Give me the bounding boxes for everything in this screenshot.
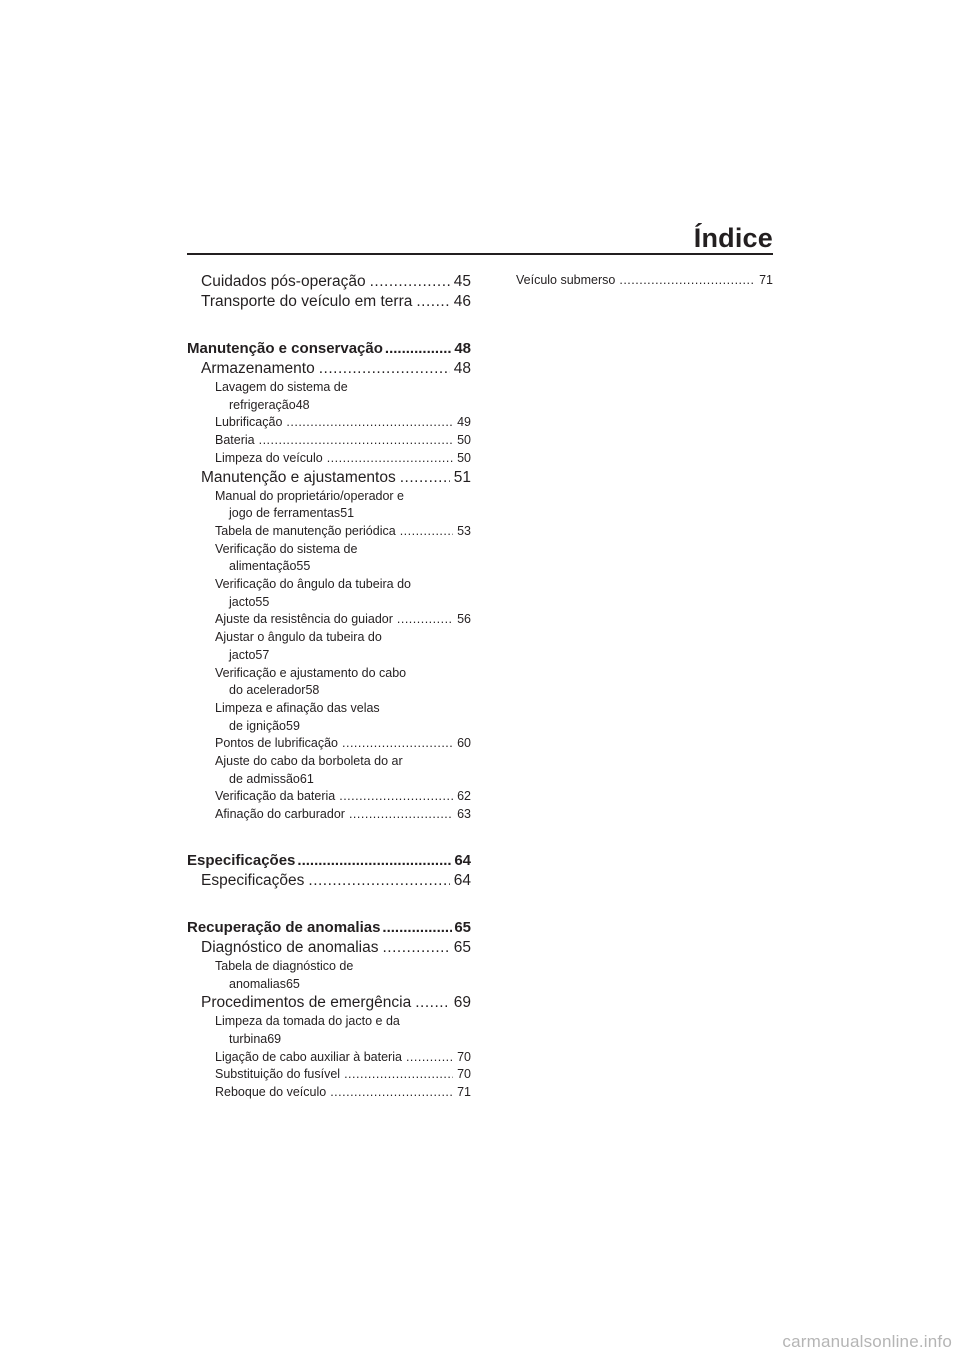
toc-entry-title: Lavagem do sistema de [215, 380, 348, 394]
toc-entry-page: 64 [454, 851, 471, 869]
toc-leader [400, 523, 453, 541]
toc-leader [308, 871, 449, 891]
toc-subentry[interactable] [187, 1066, 471, 1084]
toc-section-heading[interactable] [187, 918, 471, 938]
toc-entry-title: Armazenamento [201, 360, 315, 377]
toc-subentry[interactable] [187, 576, 471, 611]
toc-entry[interactable] [187, 938, 471, 958]
toc-entry-page: 61 [299, 771, 314, 786]
toc-entry-title: Substituição do fusível [215, 1067, 341, 1082]
toc-leader [319, 359, 450, 379]
toc-entry-page: 51 [340, 506, 355, 521]
toc-entry-page: 48 [295, 397, 310, 412]
toc-leader [397, 611, 453, 629]
toc-entry[interactable] [187, 272, 471, 292]
toc-entry-title: Diagnóstico de anomalias [201, 938, 379, 956]
toc-entry-page: 69 [453, 994, 471, 1012]
toc-entry-page: 50 [457, 433, 471, 448]
toc-entry-page: 63 [457, 807, 471, 822]
toc-leader [342, 735, 453, 753]
toc-entry-page: 60 [457, 736, 471, 751]
toc-entry-title: Cuidados pós-operação [201, 273, 366, 290]
toc-subentry[interactable] [187, 700, 471, 735]
toc-entry-page: 70 [457, 1067, 471, 1082]
toc-subentry[interactable] [516, 272, 773, 290]
toc-subentry[interactable] [187, 788, 471, 806]
toc-entry-page: 51 [453, 468, 471, 486]
toc-subentry[interactable] [187, 1084, 471, 1102]
toc-entry-title: Verificação da bateria [215, 789, 336, 804]
toc-entry-page: 55 [255, 594, 270, 609]
toc-subentry[interactable] [187, 611, 471, 629]
toc-entry-title: Manual do proprietário/operador e [215, 488, 405, 503]
toc-entry-page: 58 [305, 683, 320, 698]
toc-entry-title: Transporte do veículo em terra [201, 293, 413, 310]
toc-entry-page: 71 [759, 273, 773, 287]
toc-entry-title-cont: jogo de ferramentas [229, 506, 341, 521]
page-title: Índice [693, 223, 773, 253]
toc-subentry[interactable] [187, 450, 471, 468]
toc-left-column [187, 272, 471, 1102]
toc-leader [297, 851, 452, 871]
toc-entry[interactable] [187, 993, 471, 1013]
toc-entry-page: 56 [457, 612, 471, 627]
toc-entry-page: 49 [457, 415, 471, 430]
toc-entry[interactable] [187, 292, 471, 312]
toc-entry-title: Verificação do ângulo da tubeira do [215, 577, 411, 592]
watermark: carmanualsonline.info [782, 1332, 952, 1351]
toc-leader [339, 788, 453, 806]
toc-entry-title-cont: anomalias [229, 976, 286, 991]
toc-subentry[interactable] [187, 488, 471, 523]
toc-entry-page: 55 [296, 559, 311, 574]
toc-entry-page: 65 [453, 938, 471, 956]
toc-entry-title: Procedimentos de emergência [201, 994, 412, 1012]
toc-entry-title-cont: jacto [229, 647, 256, 662]
toc-right-column [516, 272, 773, 290]
toc-leader [327, 450, 453, 468]
toc-entry-title-cont: do acelerador [229, 683, 306, 698]
toc-entry-title: Pontos de lubrificação [215, 736, 338, 751]
toc-leader [382, 918, 452, 938]
toc-leader [416, 292, 449, 312]
toc-subentry[interactable] [187, 1049, 471, 1067]
toc-entry-title: Limpeza e afinação das velas [215, 700, 380, 715]
toc-entry-title-cont: turbina [229, 1031, 268, 1046]
toc-entry-title: Bateria [215, 433, 255, 448]
toc-subentry[interactable] [187, 1013, 471, 1048]
toc-subentry[interactable] [187, 735, 471, 753]
toc-entry[interactable] [187, 468, 471, 488]
toc-entry-title: Verificação e ajustamento do cabo [215, 665, 407, 680]
toc-subentry[interactable] [187, 523, 471, 541]
toc-entry-title: Especificações [201, 871, 305, 889]
toc-leader [400, 468, 450, 488]
toc-leader [330, 1084, 453, 1102]
toc-entry-title: Tabela de manutenção periódica [215, 523, 396, 538]
toc-section-heading[interactable] [187, 851, 471, 871]
toc-subentry[interactable] [187, 432, 471, 450]
toc-entry-title: Ajuste do cabo da borboleta do ar [215, 754, 403, 769]
toc-entry-title: Reboque do veículo [215, 1085, 327, 1100]
toc-entry-title: Ligação de cabo auxiliar à bateria [215, 1049, 402, 1064]
toc-leader [370, 272, 450, 292]
toc-entry-page: 46 [453, 293, 471, 310]
toc-entry-title: Tabela de diagnóstico de [215, 958, 354, 973]
toc-leader [349, 806, 453, 824]
toc-entry-title: Verificação do sistema de [215, 541, 358, 556]
toc-subentry[interactable] [187, 629, 471, 664]
toc-entry-page: 64 [453, 871, 471, 889]
toc-entry-page: 65 [285, 976, 300, 991]
toc-entry-title: Lubrificação [215, 415, 283, 430]
toc-leader [385, 339, 452, 359]
toc-subentry[interactable] [187, 806, 471, 824]
toc-leader [406, 1049, 453, 1067]
toc-entry-page: 45 [453, 273, 471, 290]
toc-entry-page: 48 [454, 340, 471, 357]
toc-subentry[interactable] [187, 379, 471, 414]
toc-entry-title: Veículo submerso [516, 273, 616, 287]
toc-entry-title: Ajustar o ângulo da tubeira do [215, 630, 382, 645]
toc-entry-title-cont: jacto [229, 594, 256, 609]
toc-entry-page: 53 [457, 523, 471, 538]
toc-entry-title: Manutenção e ajustamentos [201, 468, 396, 486]
toc-entry-title: Ajuste da resistência do guiador [215, 612, 393, 627]
toc-entry-page: 62 [457, 789, 471, 804]
toc-entry-page: 71 [457, 1085, 471, 1100]
toc-entry-title: Limpeza do veículo [215, 450, 323, 465]
toc-entry-title-cont: alimentação [229, 559, 297, 574]
toc-entry-title: Afinação do carburador [215, 807, 345, 822]
toc-entry-page: 48 [453, 360, 471, 377]
title-rule [187, 253, 773, 255]
toc-entry-page: 57 [255, 647, 270, 662]
toc-leader [286, 414, 453, 432]
toc-subentry[interactable] [187, 753, 471, 788]
toc-entry-page: 65 [454, 918, 471, 936]
toc-entry-title-cont: refrigeração [229, 397, 296, 412]
toc-entry-title: Recuperação de anomalias [187, 918, 381, 936]
toc-entry-title: Limpeza da tomada do jacto e da [215, 1014, 400, 1029]
toc-entry-page: 69 [267, 1031, 282, 1046]
toc-entry-title: Manutenção e conservação [187, 340, 383, 357]
toc-leader [344, 1066, 453, 1084]
toc-subentry[interactable] [187, 958, 471, 993]
toc-entry-title-cont: de ignição [229, 718, 286, 733]
toc-entry[interactable] [187, 359, 471, 379]
toc-entry-title: Especificações [187, 851, 296, 869]
toc-subentry[interactable] [187, 665, 471, 700]
toc-entry-page: 70 [457, 1049, 471, 1064]
toc-leader [383, 938, 450, 958]
toc-entry-page: 50 [457, 450, 471, 465]
toc-subentry[interactable] [187, 414, 471, 432]
toc-section-heading[interactable] [187, 339, 471, 359]
toc-leader [415, 993, 450, 1013]
toc-leader [259, 432, 453, 450]
toc-leader [619, 272, 755, 290]
toc-entry-page: 59 [286, 718, 300, 733]
toc-entry[interactable] [187, 871, 471, 891]
toc-subentry[interactable] [187, 541, 471, 576]
toc-entry-title-cont: de admissão [229, 771, 300, 786]
